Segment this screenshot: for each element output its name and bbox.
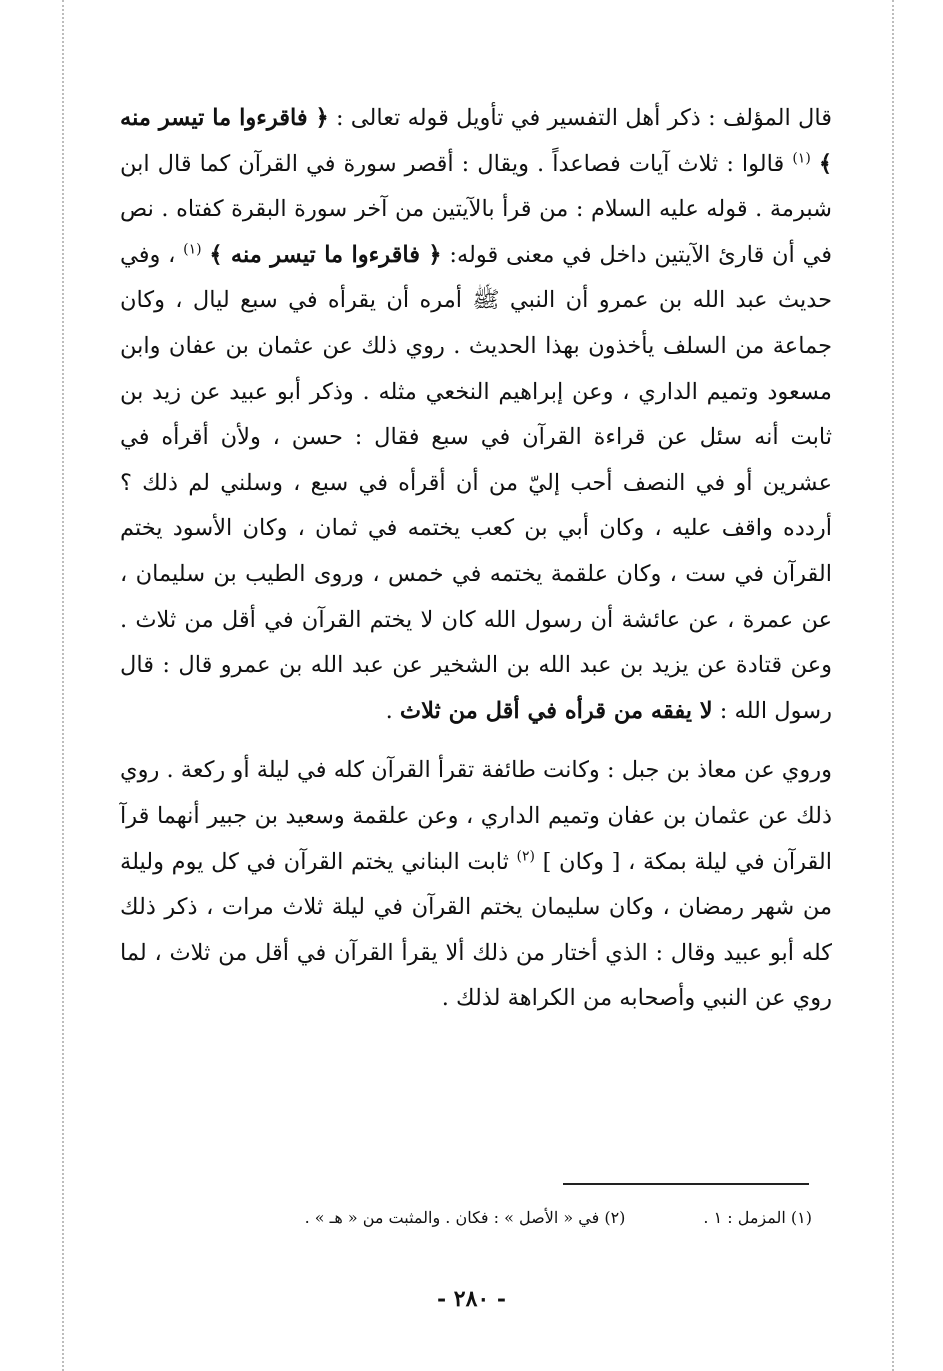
text-run: ، وفي حديث عبد الله بن عمرو أن النبي ﷺ أمره أن يقرأه في سبع ليال ، وكان جماعة من السلف يأخذون بهذا الحديث . روي ذلك عن عثمان بن عفان وابن مسعود وتميم الداري ، وعن إبراهيم النخعي مثله . وذكر أبو عبيد عن زيد بن ثابت أنه سئل عن قراءة القرآن في سبع فقال : حسن ، ولأن أقرأه في عشرين أو في النصف أحب إليّ من أن أقرأه في سبع ، وسلني لم ذلك ؟ أردده واقف عليه ، وكان أبي بن كعب يختمه في ثمان ، وكان الأسود يختم القرآن في ست ، وكان علقمة يختمه في خمس ، وروى الطيب بن سليمان ، عن عمرة ، عن عائشة أن رسول الله كان لا يختم القرآن في أقل من ثلاث . وعن قتادة عن يزيد بن عبد الله بن الشخير عن عبد الله بن عمرو قال : قال رسول الله :: [120, 241, 832, 724]
text-run: [811, 151, 819, 177]
quranic-quote: ﴿ فاقرءوا ما تيسر منه ﴾: [120, 105, 833, 177]
footnote-1: (١) المزمل : ١ .: [703, 1208, 812, 1227]
footnote-divider: [563, 1183, 809, 1185]
footnote-ref: (١): [183, 241, 202, 258]
paragraph-2: [120, 748, 832, 1022]
text-run: .: [385, 697, 400, 724]
text-run: وروي عن معاذ بن جبل : وكانت طائفة تقرأ القرآن كله في ليلة أو ركعة . روي ذلك عن عثمان بن عفان وتميم الداري ، وعن علقمة وسعيد بن جبير أنهما قرآ القرآن في ليلة بمكة ، [ وكان ]: [120, 757, 833, 875]
scan-edge-left: [62, 0, 64, 1371]
page-body: [120, 96, 832, 1022]
footnote-2: (٢) في « الأصل » : فكان . والمثبت من « هـ » .: [304, 1208, 626, 1227]
footnote-ref: (٢): [516, 848, 535, 864]
footnote-ref: (١): [792, 150, 811, 167]
footnotes: [150, 1206, 812, 1230]
quranic-quote: لا يفقه من قرأه في أقل من ثلاث: [399, 697, 713, 724]
page-number: - ٢٨٠ -: [436, 1286, 507, 1312]
text-run: قال المؤلف : ذكر أهل التفسير في تأويل قوله تعالى :: [328, 105, 832, 131]
paragraph-1: [120, 96, 832, 734]
scan-edge-right: [892, 0, 894, 1371]
text-run: قالوا : ثلاث آيات فصاعداً . ويقال : أقصر سورة في القرآن كما قال ابن شبرمة . قوله عليه السلام : من قرأ بالآيتين من آخر سورة البقرة كفتاه . نص في أن قارئ الآيتين داخل في معنى قوله:: [120, 150, 832, 268]
text-run: ثابت البناني يختم القرآن في كل يوم وليلة من شهر رمضان ، وكان سليمان يختم القرآن في ليلة ثلاث مرات ، ذكر ذلك كله أبو عبيد وقال : الذي أختار من ذلك ألا يقرأ القرآن في أقل من ثلاث ، لما روي عن النبي وأصحابه من الكراهة لذلك .: [120, 848, 832, 1012]
quranic-quote: ﴿ فاقرءوا ما تيسر منه ﴾: [209, 241, 442, 268]
